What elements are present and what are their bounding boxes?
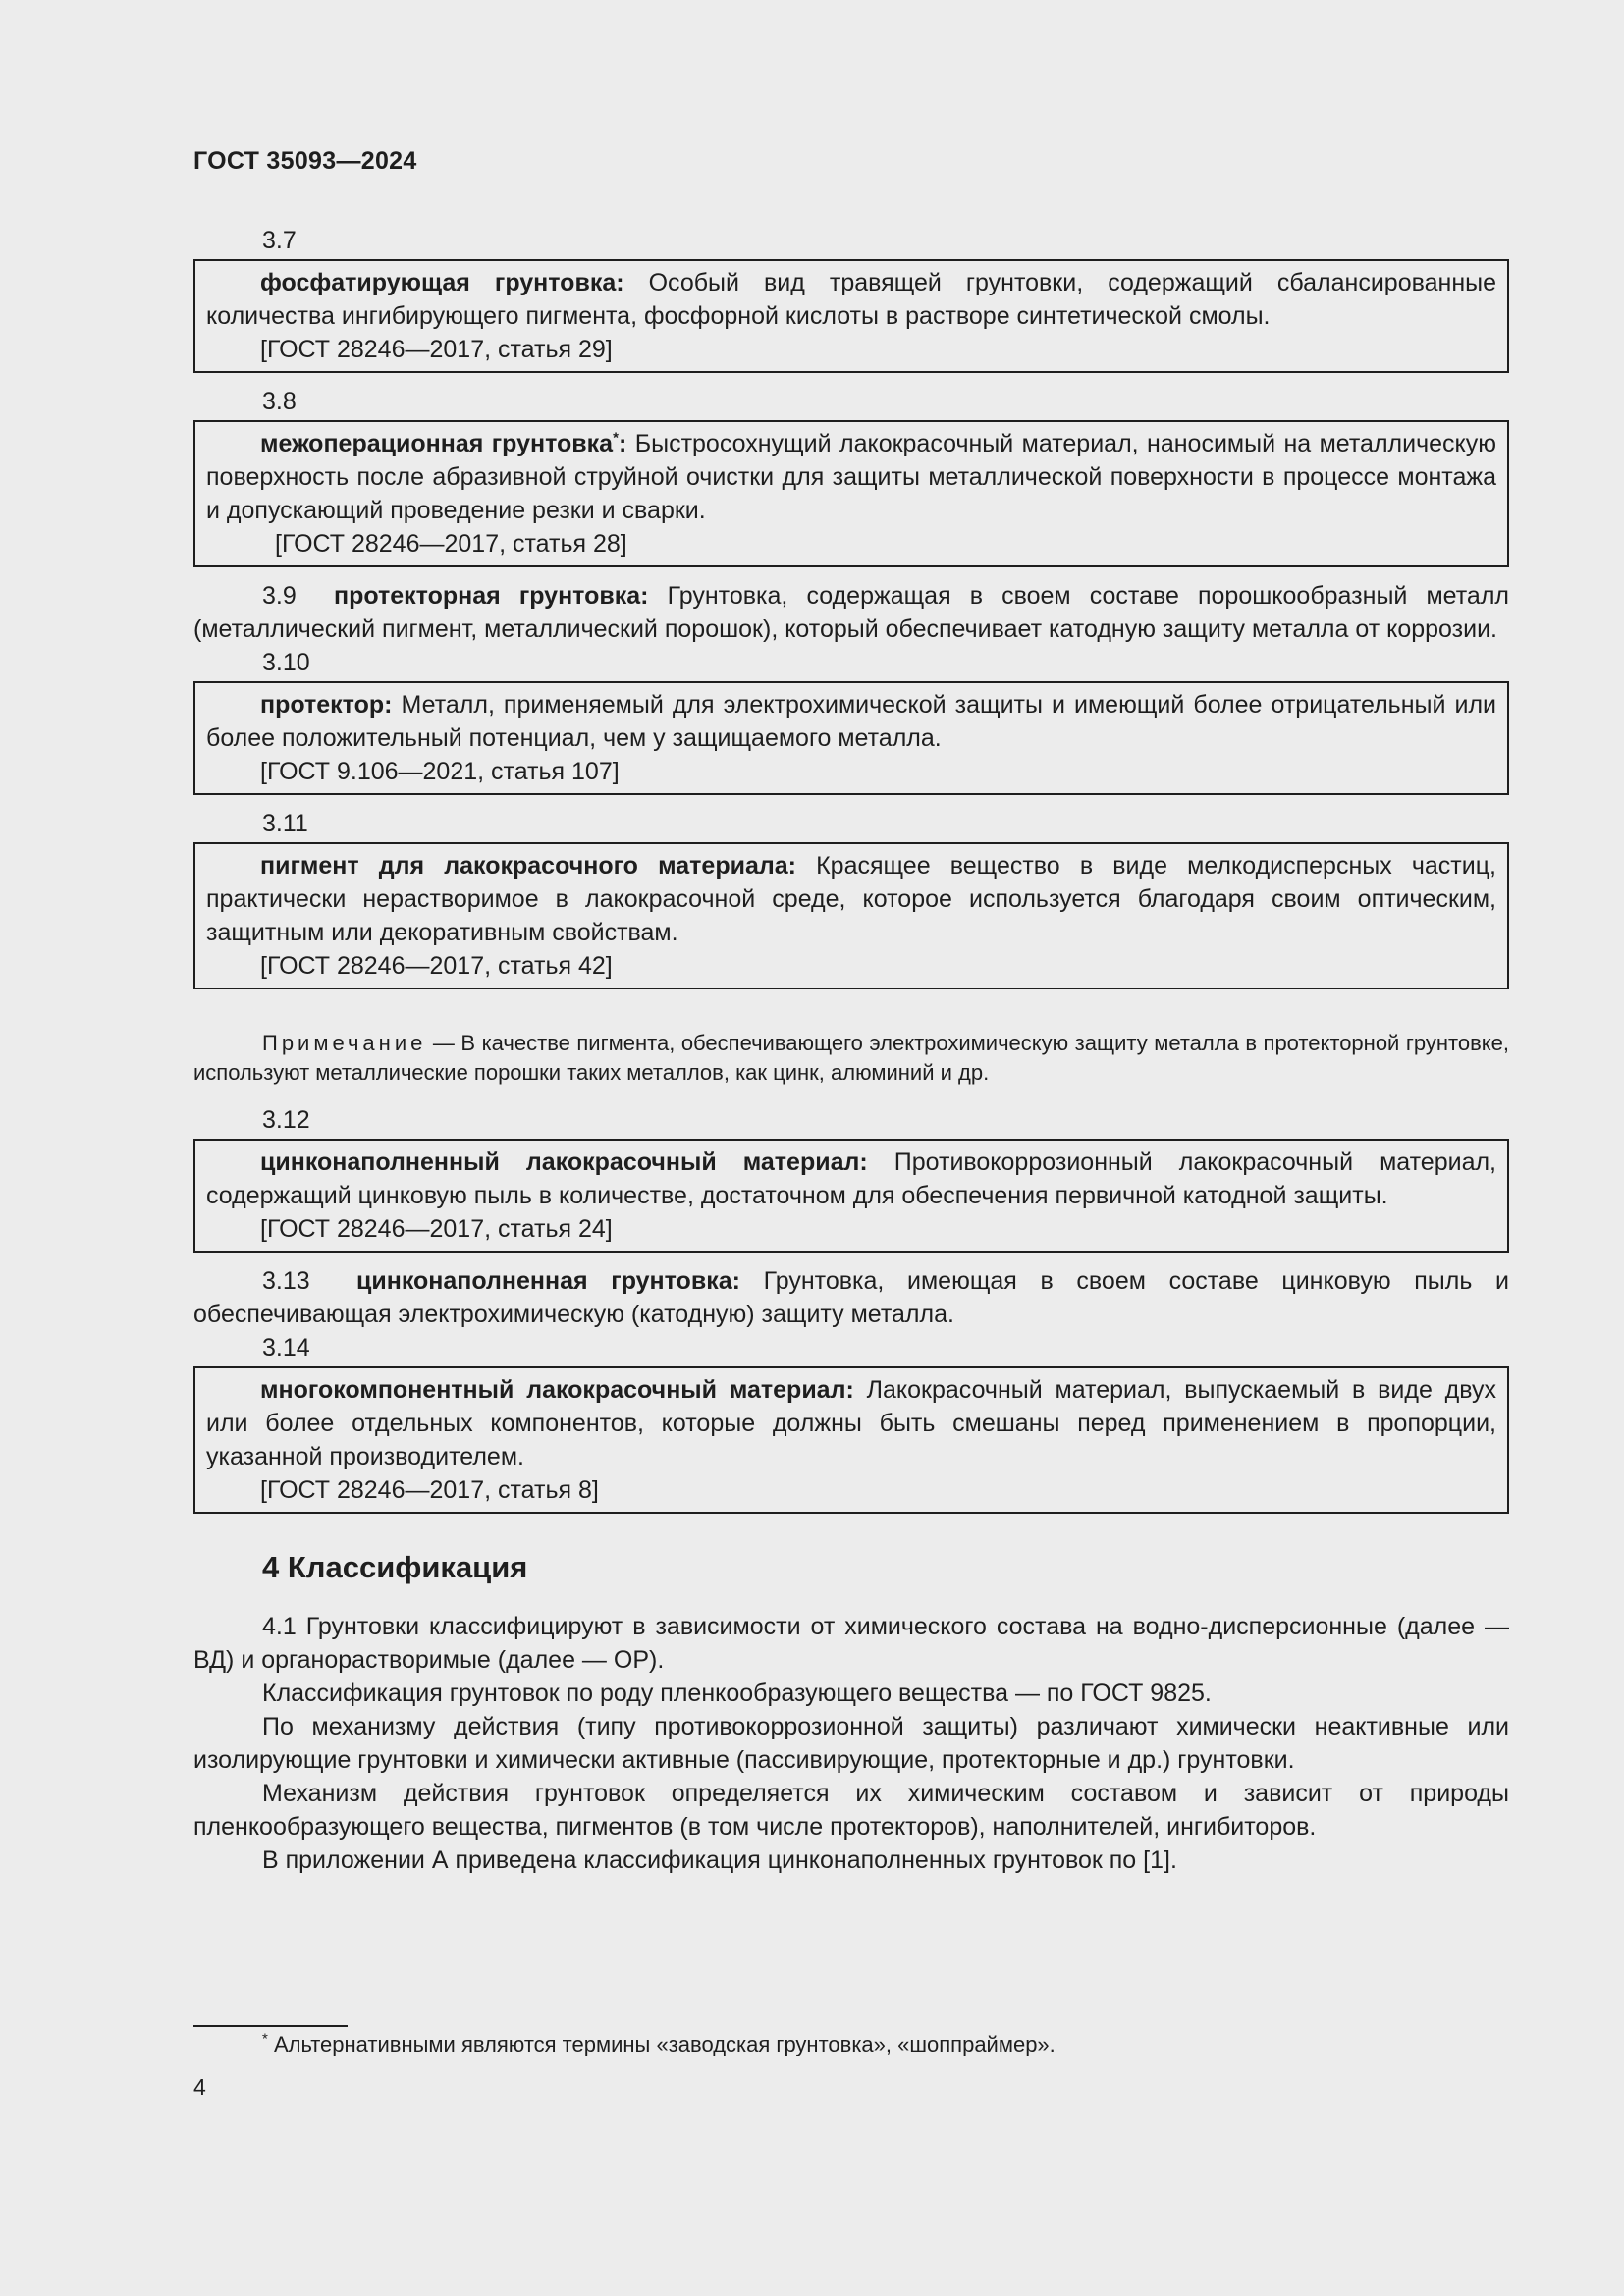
term-source: [ГОСТ 28246—2017, статья 42] <box>260 952 613 980</box>
definition-text: Быстросохнущий лакокрасочный материал, наносимый на металлическую поверхность после абразивной струйной очистки для защиты металлической поверхности в процессе монтажа и допускающий проведение резки и сварки. <box>206 430 1496 524</box>
entry-number: 3.11 <box>262 810 308 837</box>
entry-number: 3.10 <box>262 649 310 676</box>
footnote-mark: * <box>262 2030 268 2048</box>
term-name: пигмент для лакокрасочного материала: <box>260 852 796 880</box>
term-box <box>193 681 1509 795</box>
definition-text: Противокоррозионный лакокрасочный материал, содержащий цинковую пыль в количестве, достаточном для обеспечения первичной катодной защиты. <box>206 1148 1497 1209</box>
term-name: многокомпонентный лакокрасочный материал: <box>260 1376 854 1404</box>
term-paragraph <box>193 579 1509 646</box>
term-name: фосфатирующая грунтовка: <box>260 269 624 296</box>
page-number: 4 <box>193 2074 206 2100</box>
section-paragraph: В приложении А приведена классификация цинконаполненных грунтовок по [1]. <box>262 1846 1177 1874</box>
term-name: протекторная грунтовка: <box>333 582 649 610</box>
term-name: протектор: <box>260 691 393 719</box>
note-text: — В качестве пигмента, обеспечивающего электрохимическую защиту металла в протекторной грунтовке, используют металлические порошки таких металлов, как цинк, алюминий и др. <box>193 1031 1509 1085</box>
term-definition <box>206 266 1496 333</box>
entry-number: 3.8 <box>262 388 297 415</box>
definition-text: Особый вид травящей грунтовки, содержащий сбалансированные количества ингибирующего пигмента, фосфорной кислоты в растворе синтетической смолы. <box>206 269 1496 330</box>
footnote-text: Альтернативными являются термины «заводская грунтовка», «шоппраймер». <box>267 2032 1056 2056</box>
section-paragraph: Классификация грунтовок по роду пленкообразующего вещества — по ГОСТ 9825. <box>262 1680 1212 1707</box>
footnote-mark: * <box>613 429 619 447</box>
term-name: межоперационная грунтовка <box>260 430 614 457</box>
entry-number: 3.12 <box>262 1106 310 1134</box>
note <box>193 1029 1509 1088</box>
term-box <box>193 1366 1509 1514</box>
definition-text: Красящее вещество в виде мелкодисперсных частиц, практически нерастворимое в лакокрасочной среде, которое используется благодаря своим оптическим, защитным или декоративным свойствам. <box>206 852 1496 946</box>
footnote <box>262 2030 1056 2059</box>
section-paragraph: 4.1 Грунтовки классифицируют в зависимости от химического состава на водно-дисперсионные (далее — ВД) и органорастворимые (далее — ОР). <box>193 1613 1509 1674</box>
section-paragraph: Механизм действия грунтовок определяется их химическим составом и зависит от природы пленкообразующего вещества, пигментов (в том числе протекторов), наполнителей, ингибиторов. <box>193 1780 1509 1841</box>
term-paragraph <box>193 1264 1509 1331</box>
term-source: [ГОСТ 28246—2017, статья 28] <box>275 530 627 558</box>
term-definition <box>206 1373 1496 1473</box>
definition-text: Лакокрасочный материал, выпускаемый в виде двух или более отдельных компонентов, которые должны быть смешаны перед применением в пропорции, указанной производителем. <box>206 1376 1496 1470</box>
term-name: цинконаполненный лакокрасочный материал: <box>260 1148 868 1176</box>
definition-text: Металл, применяемый для электрохимической защиты и имеющий более отрицательный или более положительный потенциал, чем у защищаемого металла. <box>206 691 1496 752</box>
entry-number: 3.7 <box>262 227 297 254</box>
entry-number: 3.13 <box>262 1267 310 1295</box>
definition-text: Грунтовка, содержащая в своем составе порошкообразный металл (металлический пигмент, металлический порошок), который обеспечивает катодную защиту металла от коррозии. <box>193 582 1509 643</box>
term-definition <box>206 1146 1496 1212</box>
term-box <box>193 259 1509 373</box>
note-label: Примечание <box>262 1031 427 1055</box>
entry-number: 3.9 <box>262 582 297 610</box>
footnote-separator <box>193 2025 348 2027</box>
term-box <box>193 842 1509 989</box>
term-box <box>193 420 1509 567</box>
term-definition <box>206 688 1496 755</box>
document-header: ГОСТ 35093—2024 <box>193 147 417 175</box>
term-definition <box>206 849 1496 949</box>
term-name: цинконаполненная грунтовка: <box>356 1267 740 1295</box>
entry-number: 3.14 <box>262 1334 310 1362</box>
term-source: [ГОСТ 28246—2017, статья 24] <box>260 1215 613 1243</box>
term-source: [ГОСТ 28246—2017, статья 8] <box>260 1476 599 1504</box>
section-paragraph: По механизму действия (типу противокоррозионной защиты) различают химически неактивные или изолирующие грунтовки и химически активные (пассивирующие, протекторные и др.) грунтовки. <box>193 1713 1509 1774</box>
document-body <box>193 224 1509 1877</box>
term-colon: : <box>618 430 627 457</box>
term-source: [ГОСТ 9.106—2021, статья 107] <box>260 758 620 785</box>
term-source: [ГОСТ 28246—2017, статья 29] <box>260 336 613 363</box>
term-definition <box>206 427 1496 527</box>
definition-text: Грунтовка, имеющая в своем составе цинковую пыль и обеспечивающая электрохимическую (катодную) защиту металла. <box>193 1267 1509 1328</box>
section-title: 4 Классификация <box>262 1550 528 1584</box>
term-box <box>193 1139 1509 1253</box>
